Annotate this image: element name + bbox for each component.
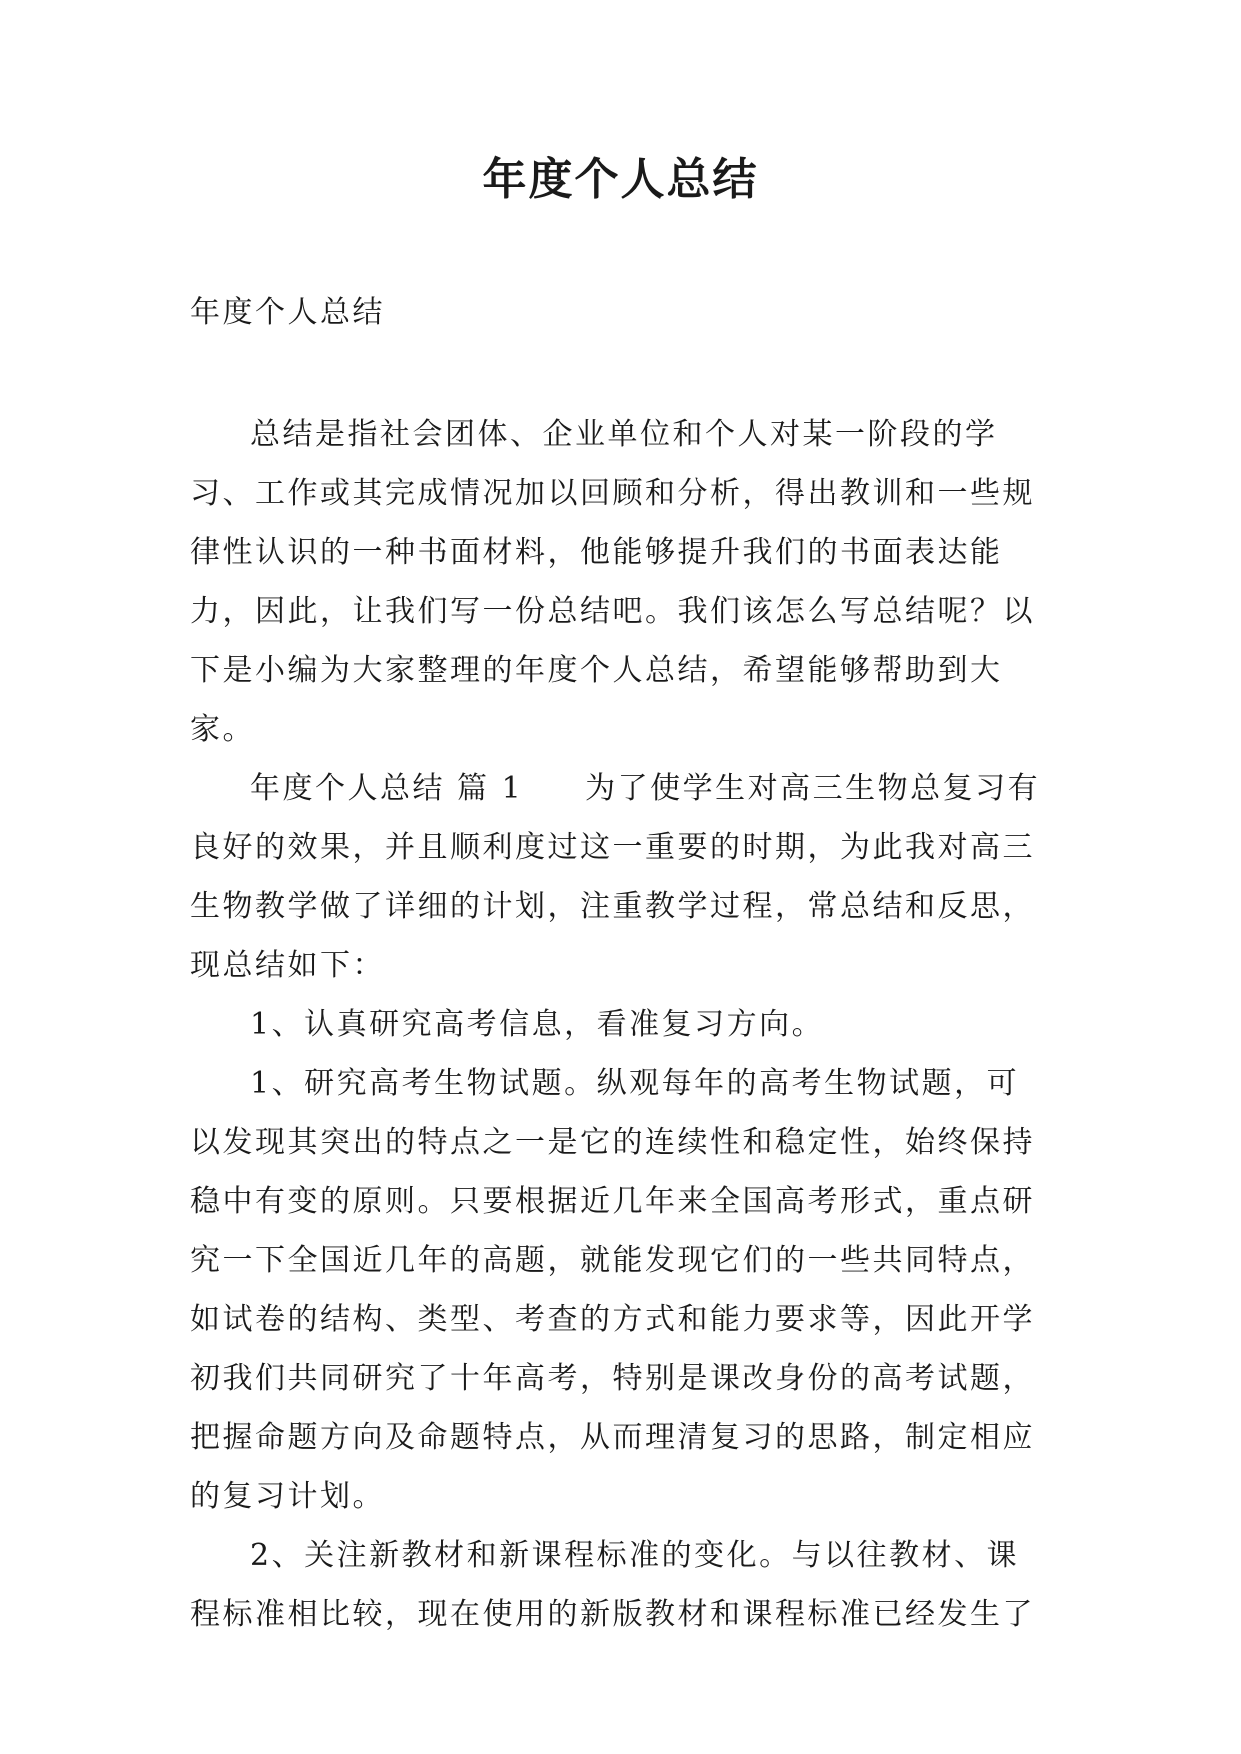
section-1-paragraph (190, 759, 1050, 995)
document-subtitle: 年度个人总结 (190, 295, 385, 330)
section-1-opening: 为了使学生对高三生物总复习有良好的效果，并且顺利度过这一重要的时期，为此我对高三生物教学做了详细的计划，注重教学过程，常总结和反思，现总结如下： (190, 771, 1041, 983)
document-body (190, 405, 1050, 1644)
point-1-paragraph: 1、认真研究高考信息，看准复习方向。 (250, 1007, 825, 1042)
point-2-paragraph: 2、关注新教材和新课程标准的变化。与以往教材、课程标准相比较，现在使用的新版教材和课程标准已经发生了 (190, 1538, 1035, 1632)
section-1-heading: 年度个人总结 篇 1 (250, 771, 524, 806)
intro-paragraph: 总结是指社会团体、企业单位和个人对某一阶段的学习、工作或其完成情况加以回顾和分析，得出教训和一些规律性认识的一种书面材料，他能够提升我们的书面表达能力，因此，让我们写一份总结吧。我们该怎么写总结呢？以下是小编为大家整理的年度个人总结，希望能够帮助到大家。 (190, 417, 1035, 747)
point-1-1-paragraph: 1、研究高考生物试题。纵观每年的高考生物试题，可以发现其突出的特点之一是它的连续性和稳定性，始终保持稳中有变的原则。只要根据近几年来全国高考形式，重点研究一下全国近几年的高题，就能发现它们的一些共同特点，如试卷的结构、类型、考查的方式和能力要求等，因此开学初我们共同研究了十年高考，特别是课改身份的高考试题，把握命题方向及命题特点，从而理清复习的思路，制定相应的复习计划。 (190, 1066, 1035, 1514)
document-title: 年度个人总结 (482, 154, 759, 205)
